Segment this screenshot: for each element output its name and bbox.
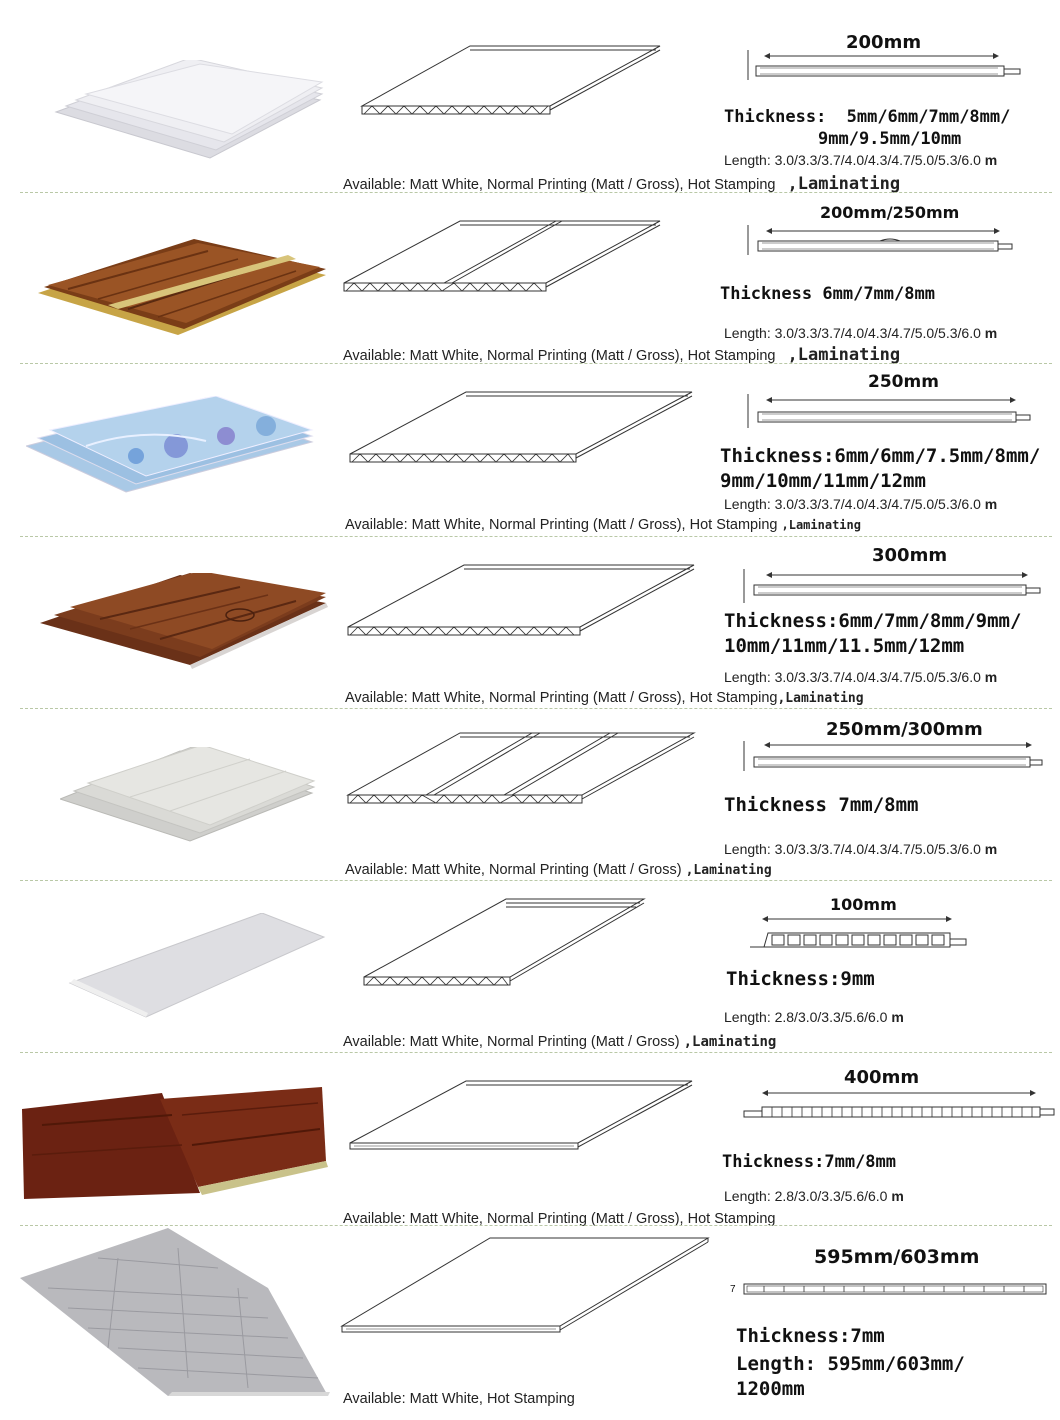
product-row-4 <box>0 539 1060 707</box>
row-divider <box>20 536 1052 537</box>
panel-width: 400mm <box>844 1067 920 1088</box>
product-row-1 <box>0 0 1060 194</box>
thickness-label: Thickness <box>720 284 813 304</box>
mahogany-panel-photo <box>22 1085 332 1205</box>
length-unit: m <box>984 325 998 341</box>
length-text: Length: 3.0/3.3/3.7/4.0/4.3/4.7/5.0/5.3/6.0 <box>724 152 981 168</box>
product-row-2 <box>0 195 1060 365</box>
thickness-value: 9mm <box>840 968 875 990</box>
product-row-8 <box>0 1228 1060 1418</box>
thickness-label: Thickness: <box>724 610 839 632</box>
panel-width: 250mm/300mm <box>826 719 983 740</box>
panel-drawing <box>346 1077 700 1157</box>
available-text: Available: Matt White, Normal Printing (Matt / Gross) <box>343 1034 680 1050</box>
cross-section-drawing <box>740 221 1030 261</box>
row-divider <box>20 363 1052 364</box>
panel-drawing <box>340 1234 712 1338</box>
panel-thickness <box>720 283 935 305</box>
available-finishes <box>345 517 861 533</box>
panel-width: 200mm <box>846 32 922 53</box>
panel-length <box>724 496 997 512</box>
white-grooved-panel-photo <box>60 747 320 843</box>
panel-thickness <box>726 967 875 992</box>
panel-thickness <box>724 106 1010 150</box>
available-extra: ,Laminating <box>787 174 901 194</box>
section-marker: 7 <box>730 1284 736 1295</box>
narrow-white-panel-photo <box>66 913 330 1019</box>
length-text: Length: 2.8/3.0/3.3/5.6/6.0 <box>724 1009 888 1025</box>
thickness-label: Thickness: <box>722 1152 825 1172</box>
product-row-3 <box>0 366 1060 534</box>
available-text: Available: Matt White, Normal Printing (Matt / Gross), Hot Stamping <box>343 1211 776 1227</box>
thickness-label: Thickness: <box>720 445 835 467</box>
length-value: 595mm/603mm/ <box>827 1353 965 1375</box>
available-extra: ,Laminating <box>777 691 864 706</box>
length-unit: m <box>984 152 998 168</box>
length-label: Length: <box>736 1353 817 1375</box>
row-divider <box>20 192 1052 193</box>
available-extra: ,Laminating <box>683 1034 777 1050</box>
product-row-5 <box>0 711 1060 879</box>
cross-section-drawing <box>736 737 1046 777</box>
panel-drawing <box>344 729 700 809</box>
marble-panel-photo <box>18 1228 330 1398</box>
panel-length <box>724 669 997 685</box>
thickness-value: 7mm/8mm <box>824 1152 897 1172</box>
length-unit: m <box>984 669 998 685</box>
row-divider <box>20 708 1052 709</box>
white-panel-photo <box>50 60 340 160</box>
product-row-6 <box>0 883 1060 1051</box>
length-value: 1200mm <box>736 1378 805 1400</box>
available-finishes <box>343 1388 575 1408</box>
thickness-value: 9mm/9.5mm/10mm <box>818 129 962 149</box>
thickness-label: Thickness: <box>726 968 841 990</box>
available-text: Available: Matt White, Hot Stamping <box>343 1391 575 1407</box>
length-unit: m <box>984 496 998 512</box>
available-extra: ,Laminating <box>685 863 772 878</box>
available-extra: ,Laminating <box>787 345 901 365</box>
cross-section-drawing <box>740 1085 1060 1125</box>
thickness-label: Thickness: <box>724 107 827 127</box>
panel-length <box>724 1009 904 1025</box>
available-extra: ,Laminating <box>781 518 861 532</box>
available-text: Available: Matt White, Normal Printing (Matt / Gross), Hot Stamping <box>343 177 776 193</box>
thickness-value: 7mm/8mm <box>838 794 919 816</box>
panel-thickness <box>724 609 1021 659</box>
panel-drawing <box>350 42 670 122</box>
panel-length <box>724 152 997 168</box>
cross-section-drawing <box>740 390 1040 434</box>
length-text: Length: 3.0/3.3/3.7/4.0/4.3/4.7/5.0/5.3/6.0 <box>724 841 981 857</box>
cross-section-drawing <box>740 1264 1050 1304</box>
available-text: Available: Matt White, Normal Printing (Matt / Gross), Hot Stamping <box>345 517 778 533</box>
available-finishes <box>345 690 864 706</box>
available-finishes <box>343 1034 776 1050</box>
length-unit: m <box>891 1009 904 1025</box>
panel-width: 595mm/603mm <box>814 1246 980 1268</box>
panel-length <box>724 841 997 857</box>
panel-length-mm <box>736 1352 965 1402</box>
panel-thickness <box>720 444 1040 494</box>
panel-drawing <box>344 561 700 641</box>
thickness-value: 9mm/10mm/11mm/12mm <box>720 470 926 492</box>
available-text: Available: Matt White, Normal Printing (Matt / Gross), Hot Stamping <box>343 348 776 364</box>
thickness-value: 6mm/6mm/7.5mm/8mm/ <box>834 445 1041 467</box>
product-row-7 <box>0 1055 1060 1227</box>
floral-panel-photo <box>26 396 316 496</box>
thickness-label: Thickness: <box>736 1325 851 1347</box>
panel-width: 200mm/250mm <box>820 203 960 222</box>
panel-width: 250mm <box>868 372 939 392</box>
length-unit: m <box>891 1188 904 1204</box>
cross-section-drawing <box>744 913 974 953</box>
thickness-value: 7mm <box>850 1325 885 1347</box>
thickness-label: Thickness <box>724 794 827 816</box>
available-text: Available: Matt White, Normal Printing (Matt / Gross), Hot Stamping <box>345 690 778 706</box>
panel-drawing <box>340 217 670 297</box>
thickness-value: 10mm/11mm/11.5mm/12mm <box>724 635 965 657</box>
length-text: Length: 3.0/3.3/3.7/4.0/4.3/4.7/5.0/5.3/6.0 <box>724 496 981 512</box>
wood-panel-photo <box>38 239 328 339</box>
available-finishes <box>343 174 900 194</box>
panel-drawing <box>346 388 696 470</box>
thickness-value: 5mm/6mm/7mm/8mm/ <box>846 107 1011 127</box>
thickness-value: 6mm/7mm/8mm <box>822 284 935 304</box>
available-finishes <box>343 345 900 365</box>
available-finishes <box>345 862 772 878</box>
row-divider <box>20 1052 1052 1053</box>
panel-drawing <box>360 891 650 991</box>
cross-section-drawing <box>736 565 1046 609</box>
length-text: Length: 3.0/3.3/3.7/4.0/4.3/4.7/5.0/5.3/6.0 <box>724 669 981 685</box>
available-text: Available: Matt White, Normal Printing (Matt / Gross) <box>345 862 682 878</box>
panel-length <box>724 1188 904 1204</box>
dark-wood-panel-photo <box>40 573 330 669</box>
length-text: Length: 2.8/3.0/3.3/5.6/6.0 <box>724 1188 888 1204</box>
panel-thickness <box>724 793 918 818</box>
row-divider <box>20 1225 1052 1226</box>
length-text: Length: 3.0/3.3/3.7/4.0/4.3/4.7/5.0/5.3/6.0 <box>724 325 981 341</box>
length-unit: m <box>984 841 998 857</box>
panel-width: 100mm <box>830 895 897 914</box>
panel-length <box>724 325 997 341</box>
thickness-value: 6mm/7mm/8mm/9mm/ <box>838 610 1022 632</box>
panel-thickness <box>722 1151 896 1173</box>
panel-width: 300mm <box>872 545 948 566</box>
panel-thickness <box>736 1324 885 1349</box>
row-divider <box>20 880 1052 881</box>
